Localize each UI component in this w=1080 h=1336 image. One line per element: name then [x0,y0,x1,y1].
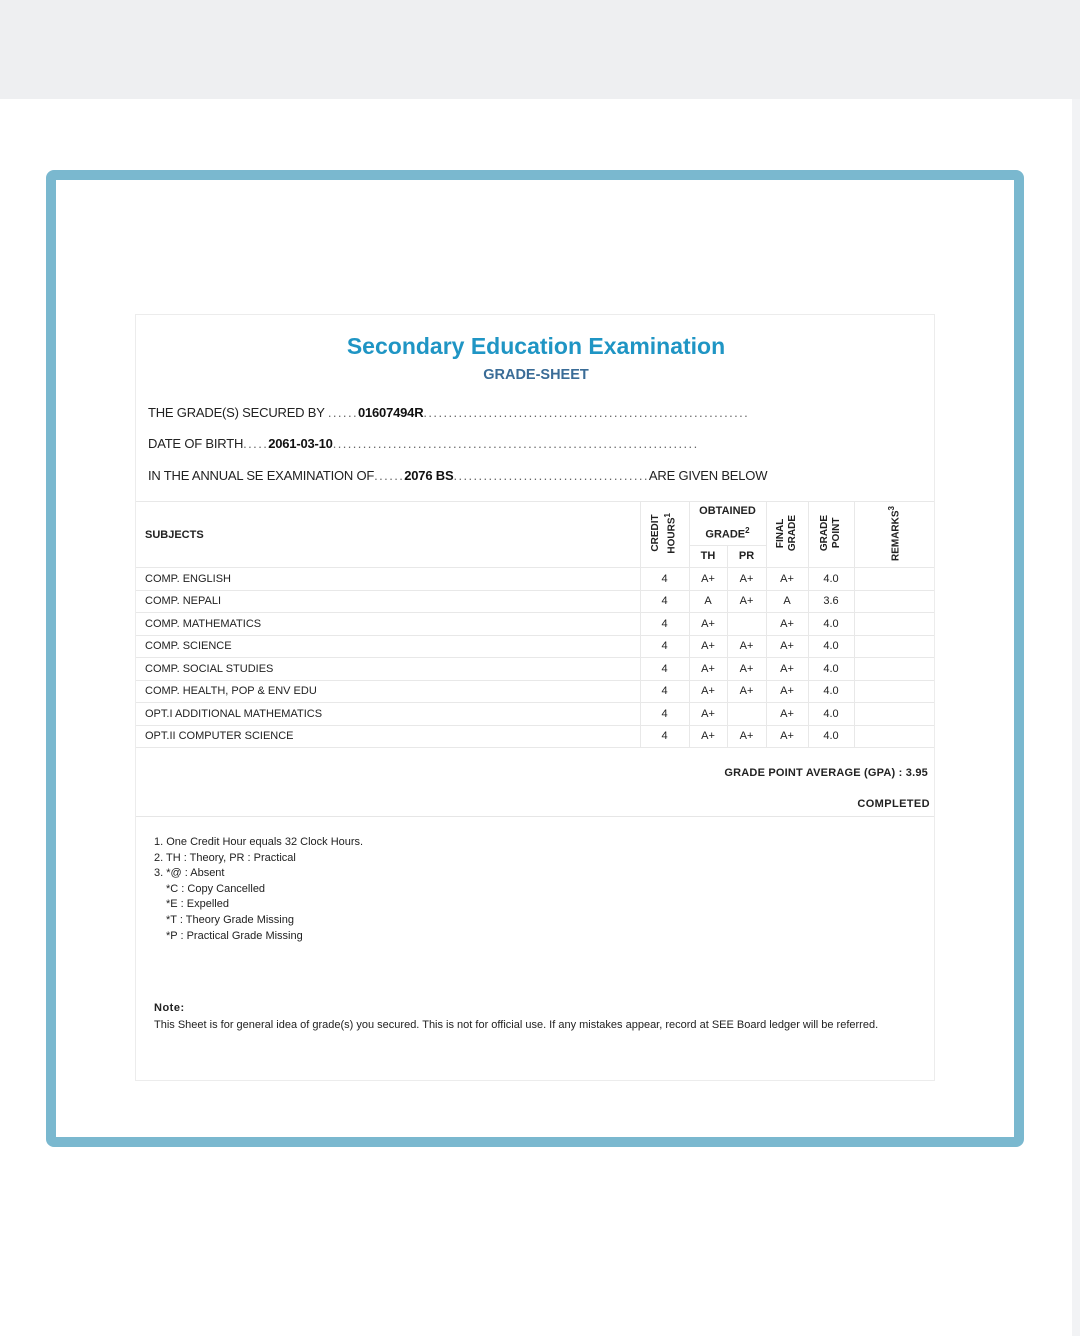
pr-cell: A+ [727,590,766,613]
final-cell: A [766,590,808,613]
gp-cell: 4.0 [808,703,854,726]
table-row [136,658,934,681]
page-subtitle: GRADE-SHEET [483,367,589,383]
subject-cell: COMP. ENGLISH [136,568,640,591]
pr-cell: A+ [727,680,766,703]
grade-sheet [135,314,935,1081]
th-cell: A+ [689,725,727,748]
secured-by-label: THE GRADE(S) SECURED BY [148,405,325,420]
th-cell: A+ [689,635,727,658]
pr-cell: A+ [727,568,766,591]
pr-cell [727,613,766,636]
dob-value: 2061-03-10 [268,436,333,451]
table-row [136,680,934,703]
th-cell: A+ [689,613,727,636]
secured-by-line: THE GRADE(S) SECURED BY ......01607494R................................................................. [148,405,750,420]
final-cell: A+ [766,568,808,591]
gp-cell: 4.0 [808,680,854,703]
credit-cell: 4 [640,725,689,748]
exam-year: 2076 BS [404,468,454,483]
symbol-number: 01607494R [357,405,424,420]
pr-cell: A+ [727,658,766,681]
th-cell: A+ [689,568,727,591]
final-cell: A+ [766,680,808,703]
legend-item: *P : Practical Grade Missing [166,929,303,942]
remarks-cell [854,725,934,748]
status-text: COMPLETED [857,798,930,810]
table-row [136,568,934,591]
subject-cell: OPT.II COMPUTER SCIENCE [136,725,640,748]
pr-cell [727,703,766,726]
subject-cell: OPT.I ADDITIONAL MATHEMATICS [136,703,640,726]
credit-cell: 4 [640,635,689,658]
final-cell: A+ [766,635,808,658]
th-cell: A+ [689,658,727,681]
gp-cell: 4.0 [808,658,854,681]
exam-label: IN THE ANNUAL SE EXAMINATION OF [148,468,375,483]
gp-cell: 4.0 [808,613,854,636]
subject-cell: COMP. NEPALI [136,590,640,613]
remarks-cell [854,658,934,681]
legend [154,835,363,944]
table-row [136,635,934,658]
page-title: Secondary Education Examination [346,333,726,359]
gpa-text: GRADE POINT AVERAGE (GPA) : 3.95 [724,767,928,779]
subject-cell: COMP. MATHEMATICS [136,613,640,636]
subject-cell: COMP. SOCIAL STUDIES [136,658,640,681]
dob-line: DATE OF BIRTH.....2061-03-10......................................................................... [148,436,699,451]
divider [136,816,934,817]
table-row [136,703,934,726]
th-cell: A+ [689,680,727,703]
grade-point-header: GRADE POINT [808,502,854,568]
credit-cell: 4 [640,613,689,636]
legend-item: *C : Copy Cancelled [166,882,266,895]
exam-line: IN THE ANNUAL SE EXAMINATION OF......2076 BS.......................................ARE GIVEN BELOW [148,468,768,483]
subjects-header: SUBJECTS [136,502,640,568]
obtained-grade-header: OBTAINED GRADE$^2$ [689,502,766,546]
legend-item: *T : Theory Grade Missing [166,913,294,926]
credit-hours-header: CREDIT HOURS$^1$ [640,502,689,568]
top-bar [0,0,1080,99]
final-cell: A+ [766,725,808,748]
final-cell: A+ [766,703,808,726]
remarks-cell [854,568,934,591]
legend-item: 2. TH : Theory, PR : Practical [154,851,296,864]
pr-cell: A+ [727,635,766,658]
credit-cell: 4 [640,590,689,613]
gp-cell: 4.0 [808,635,854,658]
right-edge [1072,99,1080,1336]
remarks-header: REMARKS$^3$ [854,502,934,568]
remarks-cell [854,680,934,703]
final-grade-header: FINAL GRADE [766,502,808,568]
legend-item: *E : Expelled [166,898,229,911]
th-cell: A+ [689,703,727,726]
remarks-cell [854,703,934,726]
remarks-cell [854,613,934,636]
grades-table [136,501,934,748]
final-cell: A+ [766,613,808,636]
final-cell: A+ [766,658,808,681]
gp-cell: 3.6 [808,590,854,613]
dob-label: DATE OF BIRTH [148,436,244,451]
gp-cell: 4.0 [808,725,854,748]
legend-item: 1. One Credit Hour equals 32 Clock Hours. [154,836,364,848]
credit-cell: 4 [640,568,689,591]
credit-cell: 4 [640,680,689,703]
table-row [136,613,934,636]
subject-cell: COMP. HEALTH, POP & ENV EDU [136,680,640,703]
pr-cell: A+ [727,725,766,748]
th-header: TH [689,545,727,568]
note-text: This Sheet is for general idea of grade(s) you secured. This is not for official use. If any mistakes appear, record at SEE Board ledger will be referred. [154,1019,879,1031]
note-title: Note: [154,1002,185,1014]
table-row [136,725,934,748]
legend-item: 3. *@ : Absent [154,867,225,880]
credit-cell: 4 [640,703,689,726]
gp-cell: 4.0 [808,568,854,591]
exam-suffix: ARE GIVEN BELOW [648,468,768,483]
remarks-cell [854,590,934,613]
th-cell: A [689,590,727,613]
remarks-cell [854,635,934,658]
subject-cell: COMP. SCIENCE [136,635,640,658]
credit-cell: 4 [640,658,689,681]
table-row [136,590,934,613]
pr-header: PR [727,545,766,568]
